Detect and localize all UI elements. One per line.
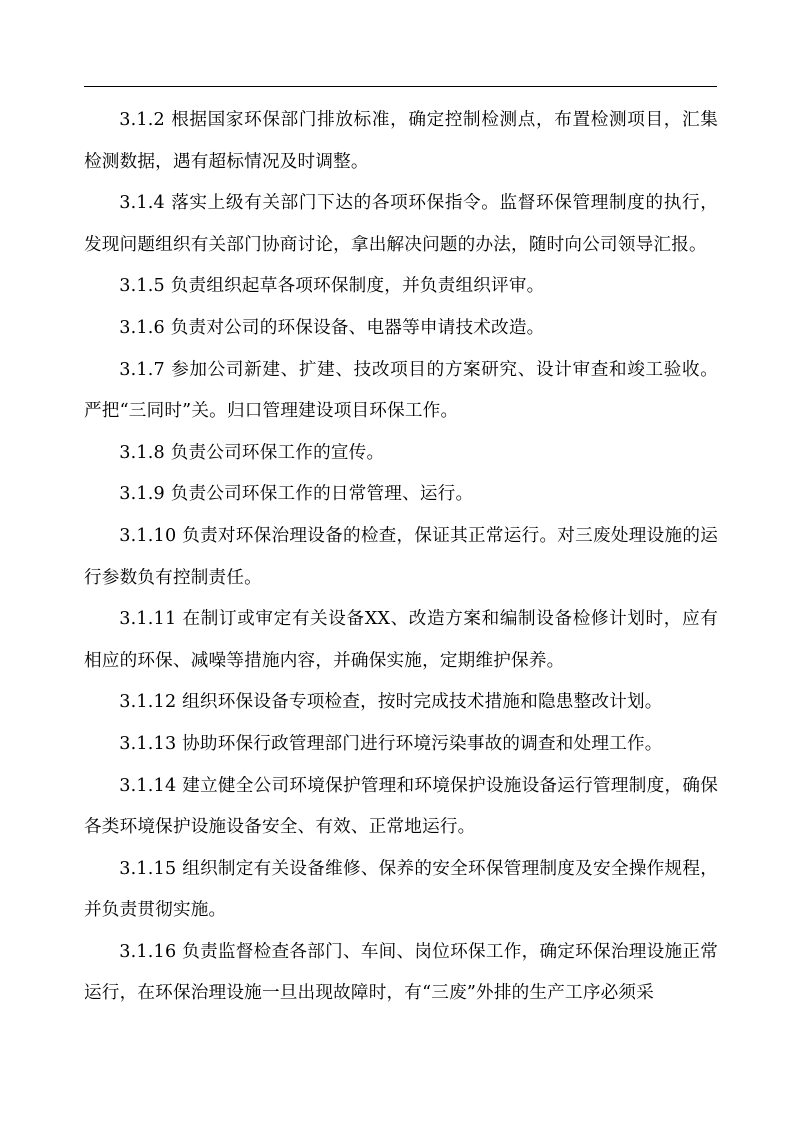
paragraph-3-1-14: 3.1.14 建立健全公司环境保护管理和环境保护设施设备运行管理制度，确保各类环境保护设施设备安全、有效、正常地运行。 [84,775,718,838]
paragraph-3-1-2: 3.1.2 根据国家环保部门排放标准，确定控制检测点，布置检测项目，汇集检测数据，遇有超标情况及时调整。 [84,110,718,172]
header-rule-divider [84,86,717,87]
paragraph-3-1-16: 3.1.16 负责监督检查各部门、车间、岗位环保工作，确定环保治理设施正常运行，在环保治理设施一旦出现故障时，有“三废”外排的生产工序必须采 [84,941,718,1004]
paragraph-3-1-13: 3.1.13 协助环保行政管理部门进行环境污染事故的调查和处理工作。 [119,733,663,754]
paragraph-3-1-4: 3.1.4 落实上级有关部门下达的各项环保指令。监督环保管理制度的执行，发现问题组织有关部门协商讨论，拿出解决问题的办法，随时向公司领导汇报。 [84,193,718,255]
paragraph-3-1-12: 3.1.12 组织环保设备专项检查，按时完成技术措施和隐患整改计划。 [119,692,663,713]
paragraph-3-1-8: 3.1.8 负责公司环保工作的宣传。 [119,442,385,463]
paragraph-3-1-10: 3.1.10 负责对环保治理设备的检查，保证其正常运行。对三废处理设施的运行参数负有控制责任。 [84,525,718,588]
paragraph-3-1-5: 3.1.5 负责组织起草各项环保制度，并负责组织评审。 [119,276,545,297]
paragraph-3-1-11: 3.1.11 在制订或审定有关设备XX、改造方案和编制设备检修计划时，应有相应的环保、减噪等措施内容，并确保实施，定期维护保养。 [84,609,718,671]
paragraph-3-1-7: 3.1.7 参加公司新建、扩建、技改项目的方案研究、设计审查和竣工验收。严把“三同时”关。归口管理建设项目环保工作。 [84,359,718,422]
paragraph-3-1-15: 3.1.15 组织制定有关设备维修、保养的安全环保管理制度及安全操作规程，并负责贯彻实施。 [84,858,718,921]
paragraph-3-1-9: 3.1.9 负责公司环保工作的日常管理、运行。 [119,484,474,505]
paragraph-3-1-6: 3.1.6 负责对公司的环保设备、电器等申请技术改造。 [119,317,545,338]
document-body [84,100,718,1015]
